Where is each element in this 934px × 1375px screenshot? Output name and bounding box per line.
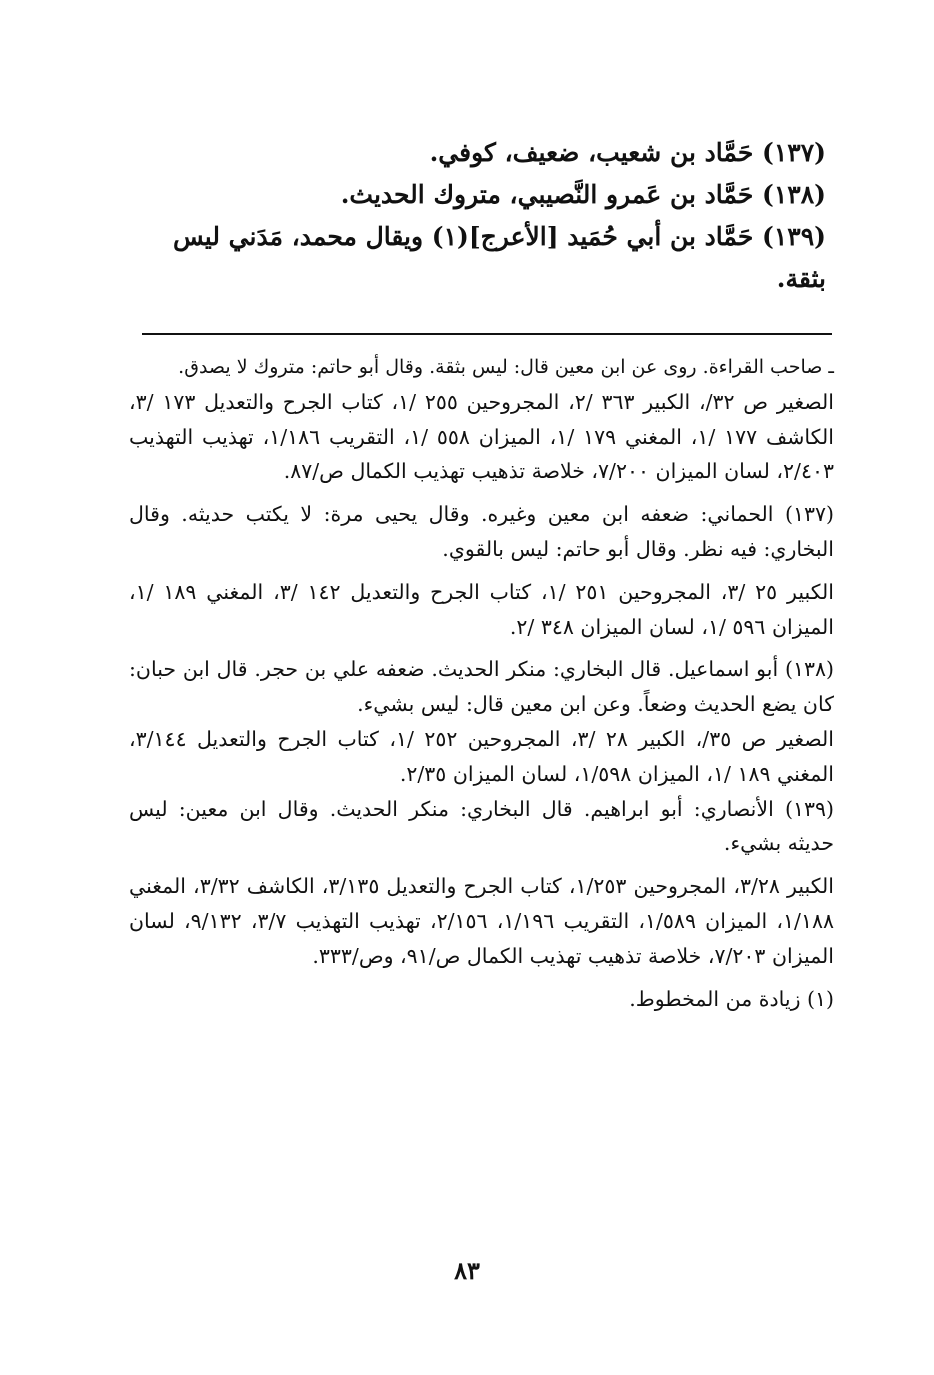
footnote-137: (١٣٧) الحماني: ضعفه ابن معين وغيره. وقال يحيى مرة: لا يكتب حديثه. وقال البخاري: فيه نظر. وقال أبو حاتم: ليس بالقوي.	[129, 502, 834, 561]
narrator-entries	[126, 132, 826, 300]
footnote-prev-sources: الصغير ص ٣٢/، الكبير ٣٦٣ /٢، المجروحين ٢٥٥ /١، كتاب الجرح والتعديل ١٧٣ /٣، الكاشف ١٧٧ /١، المغني ١٧٩ /١، الميزان ٥٥٨ /١، التقريب ١/١٨٦، تهذيب التهذيب ٢/٤٠٣، لسان الميزان ٧/٢٠٠، خلاصة تذهيب تهذيب الكمال ص/٨٧.	[129, 389, 834, 484]
entry-137: (١٣٧) حَمَّاد بن شعيب، ضعيف، كوفي.	[429, 138, 826, 167]
footnotes	[129, 350, 834, 1016]
footnote-prev-continuation: ـ صاحب القراءة. روى عن ابن معين قال: ليس بثقة. وقال أبو حاتم: متروك لا يصدق.	[178, 356, 834, 378]
entry-139-continuation: بثقة.	[776, 264, 826, 293]
footnote-divider	[142, 333, 832, 335]
footnote-139: (١٣٩) الأنصاري: أبو ابراهيم. قال البخاري: منكر الحديث. وقال ابن معين: ليس حديثه بشيء.	[129, 796, 834, 856]
footnote-137-sources: الكبير ٢٥ /٣، المجروحين ٢٥١ /١، كتاب الجرح والتعديل ١٤٢ /٣، المغني ١٨٩ /١، الميزان ٥٩٦ /١، لسان الميزان ٣٤٨ /٢.	[129, 579, 834, 639]
entry-138: (١٣٨) حَمَّاد بن عَمرو النَّصيبي، متروك الحديث.	[340, 180, 826, 209]
footnote-139-sources: الكبير ٣/٢٨، المجروحين ١/٢٥٣، كتاب الجرح والتعديل ٣/١٣٥، الكاشف ٣/٣٢، المغني ١/١٨٨، الميزان ١/٥٨٩، التقريب ١/١٩٦، ٢/١٥٦، تهذيب التهذيب ٣/٧، ٩/١٣٢، لسان الميزان ٧/٢٠٣، خلاصة تذهيب تهذيب الكمال ص/٩١، وص/٣٣٣.	[129, 874, 834, 968]
entry-139: (١٣٩) حَمَّاد بن أبي حُمَيد [الأعرج](١) ويقال محمد، مَدَني ليس	[172, 222, 826, 251]
page-number: ٨٣	[454, 1256, 480, 1285]
footnote-138-sources: الصغير ص ٣٥/، الكبير ٢٨ /٣، المجروحين ٢٥٢ /١، كتاب الجرح والتعديل ٣/١٤٤، المغني ١٨٩ /١، الميزان ١/٥٩٨، لسان الميزان ٢/٣٥.	[129, 726, 834, 786]
footnote-138: (١٣٨) أبو اسماعيل. قال البخاري: منكر الحديث. ضعفه علي بن حجر. قال ابن حبان: كان يضع الحديث وضعاً. وعن ابن معين قال: ليس بشيء.	[129, 657, 834, 717]
footnote-1: (١) زيادة من المخطوط.	[629, 986, 834, 1011]
